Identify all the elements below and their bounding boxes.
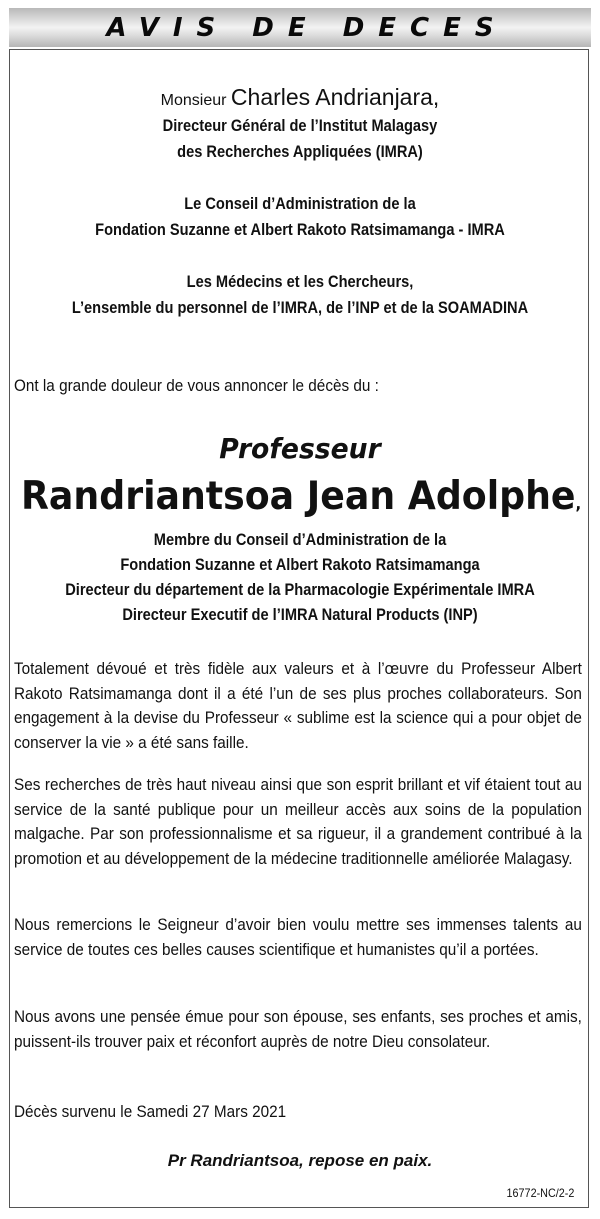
deceased-name: [21, 474, 582, 519]
deceased-fullname: Randriantsoa Jean Adolphe: [21, 474, 576, 519]
tribute-paragraph: Nous avons une pensée émue pour son épouse, ses enfants, ses proches et amis, puissent-ils trouver paix et réconfort auprès de notre Dieu consolateur.: [14, 1007, 582, 1051]
page-title: AVIS DE DECES: [106, 12, 508, 43]
council-line1: Le Conseil d’Administration de la: [184, 194, 416, 213]
deceased-title: Professeur: [219, 432, 381, 465]
tribute-paragraph: Ses recherches de très haut niveau ainsi que son esprit brillant et vif étaient tout au service de la santé publique pour un meilleur accès aux soins de la population malgache. Par son professionnalisme et sa rigueur, il a grandement contribué à la promotion et au développement de la médecine traditionnelle améliorée Malagasy.: [14, 775, 582, 868]
role-line: Directeur Executif de l’IMRA Natural Products (INP): [122, 605, 478, 624]
role-line: Directeur du département de la Pharmacologie Expérimentale IMRA: [65, 580, 535, 599]
staff-line2: L’ensemble du personnel de l’IMRA, de l’INP et de la SOAMADINA: [71, 298, 529, 317]
council-line2: Fondation Suzanne et Albert Rakoto Ratsimamanga - IMRA: [95, 220, 505, 239]
role-line: Fondation Suzanne et Albert Rakoto Ratsimamanga: [120, 555, 480, 574]
closing-line: Pr Randriantsoa, repose en paix.: [167, 1151, 433, 1170]
announcer-title-line1: Directeur Général de l’Institut Malagasy: [162, 116, 438, 135]
header-banner: [9, 8, 591, 47]
name-comma: ,: [575, 494, 582, 513]
role-line: Membre du Conseil d’Administration de la: [153, 530, 447, 549]
tribute-paragraph: Nous remercions le Seigneur d’avoir bien voulu mettre ses immenses talents au service de toutes ces belles causes scientifique et humanistes qu’il a portées.: [14, 915, 582, 959]
staff-line1: Les Médecins et les Chercheurs,: [186, 272, 414, 291]
tribute-paragraph: Totalement dévoué et très fidèle aux valeurs et à l’œuvre du Professeur Albert Rakoto Ratsimamanga dont il a été l’un de ses plus proches collaborateurs. Son engagement à la devise du Professeur « sublime est la science qui a pour objet de conserver la vie » a été sans faille.: [14, 659, 582, 752]
reference-code: 16772-NC/2-2: [506, 1186, 574, 1200]
announcer-title-line2: des Recherches Appliquées (IMRA): [177, 142, 423, 161]
death-date: Décès survenu le Samedi 27 Mars 2021: [14, 1102, 287, 1121]
announcer-fullname: Charles Andrianjara,: [230, 84, 440, 110]
announcer-name: [0, 84, 600, 111]
announcer-prefix: Monsieur: [160, 92, 227, 109]
announcement-text: Ont la grande douleur de vous annoncer le décès du :: [14, 376, 379, 395]
